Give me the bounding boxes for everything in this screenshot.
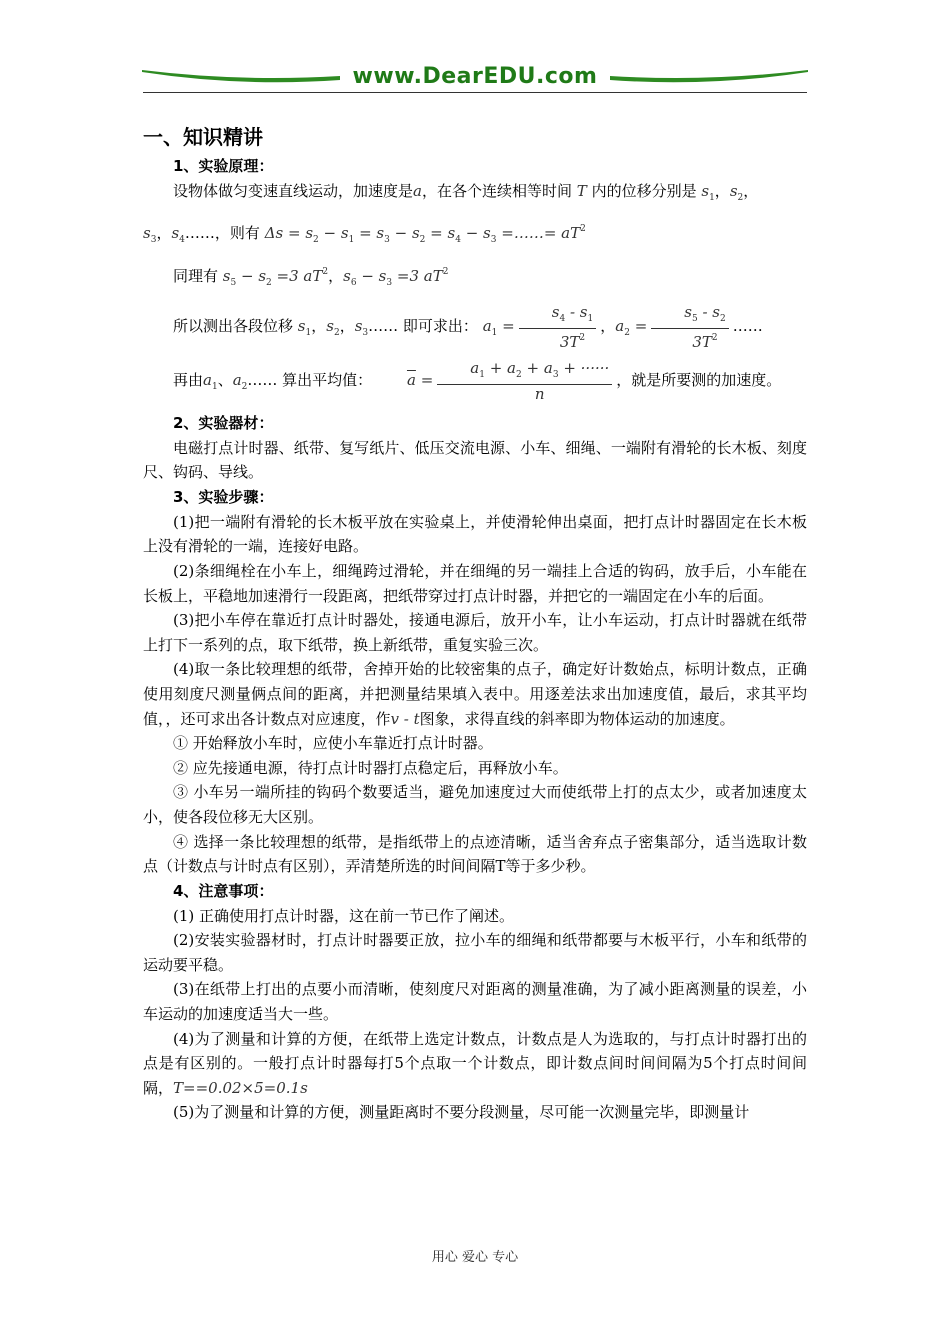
principle-heading: 1、实验原理： xyxy=(173,157,274,175)
principle-line-5: 再由$a_1$、$a_2\dots\dots$ 算出平均值： $\overline{a}$ = $\frac{a_1 + a_2 + a_3 + \cdot\cdot\cdot\cdot\cdot\cdot}{n}$ ，就是所要测的加速度。 xyxy=(173,358,782,403)
step-3: (3)把小车停在靠近打点计时器处，接通电源后，放开小车，让小车运动，打点计时器就在纸带上打下一系列的点，取下纸带，换上新纸带，重复实验三次。 xyxy=(143,611,807,654)
principle-line-1: 设物体做匀变速直线运动，加速度是a，在各个连续相等时间 T 内的位移分别是 $s_1$，$s_2$， xyxy=(173,182,759,203)
note-2: ② 应先接通电源，待打点计时器打点稳定后，再释放小车。 xyxy=(173,758,568,777)
cautions-heading: 4、注意事项： xyxy=(173,881,274,900)
page-footer: 用心 爱心 专心 xyxy=(431,1250,519,1265)
caution-4: (4)为了测量和计算的方便，在纸带上选定计数点，计数点是人为选取的，与打点计时器打出的点是有区别的。一般打点计时器每打5个点取一个计数点，即计数点间时间间隔为5个打点时间间隔，T==0.02×5=0.1s xyxy=(143,1029,807,1097)
site-logo-text: www.DearEDU.com xyxy=(352,64,598,89)
note-1: ① 开始释放小车时，应使小车靠近打点计时器。 xyxy=(173,734,493,753)
step-2: (2)条细绳栓在小车上，细绳跨过滑轮，并在细绳的另一端挂上合适的钩码，放手后，小车能在长板上，平稳地加速滑行一段距离，把纸带穿过打点计时器，并把它的一端固定在小车的后面。 xyxy=(143,561,807,605)
site-banner xyxy=(140,60,810,96)
principle-line-4: 所以测出各段位移 $s_1$，$s_2$，$s_3\dots\dots$ 即可求出： $a_1$ = $\frac{s_4 - s_1}{3T^2}$ ，$a_2$ = $\frac{s_5 - s_2}{3T^2}$ …… xyxy=(173,302,763,351)
principle-line-3: 同理有 $s_5 - s_2 =3$ $aT^2$，$s_6 - s_3 =3$ $aT^2$ xyxy=(173,266,449,288)
step-1: (1)把一端附有滑轮的长木板平放在实验桌上，并使滑轮伸出桌面，把打点计时器固定在长木板上没有滑轮的一端，连接好电路。 xyxy=(143,512,807,556)
equipment-heading: 2、实验器材： xyxy=(173,413,274,432)
principle-line-2: $s_3$，$s_4\dots\dots$，则有 $\Delta s = s_2 - s_1 = s_3 - s_2 = s_4 - s_3$ =……= $aT^2$ xyxy=(143,223,586,245)
steps-heading: 3、实验步骤： xyxy=(173,487,274,506)
header-rule xyxy=(143,92,807,93)
caution-3: (3)在纸带上打出的点要小而清晰，使刻度尺对距离的测量准确，为了减小距离测量的误差，小车运动的加速度适当大一些。 xyxy=(143,980,807,1024)
note-3: ③ 小车另一端所挂的钩码个数要适当，避免加速度过大而使纸带上打的点太少，或者加速度太小，使各段位移无大区别。 xyxy=(143,783,807,826)
formula-a1: $\frac{s_4 - s_1}{3T^2}$ xyxy=(519,303,596,351)
formula-average: $\frac{a_1 + a_2 + a_3 + \cdot\cdot\cdot\cdot\cdot\cdot}{n}$ xyxy=(437,359,612,403)
section-heading: 一、知识精讲 xyxy=(143,125,263,149)
caution-1: (1) 正确使用打点计时器，这在前一节已作了阐述。 xyxy=(173,906,515,925)
equipment-text: 电磁打点计时器、纸带、复写纸片、低压交流电源、小车、细绳、一端附有滑轮的长木板、刻度尺、钩码、导线。 xyxy=(143,438,807,482)
accel-symbol: a xyxy=(413,182,422,200)
caution-5: (5)为了测量和计算的方便，测量距离时不要分段测量，尽可能一次测量完毕，即测量计 xyxy=(173,1103,750,1122)
note-4: ④ 选择一条比较理想的纸带，是指纸带上的点迹清晰，适当舍弃点子密集部分，适当选取计数点（计数点与计时点有区别），弄清楚所选的时间间隔T等于多少秒。 xyxy=(143,832,807,876)
caution-2: (2)安装实验器材时，打点计时器要正放，拉小车的细绳和纸带都要与木板平行，小车和纸带的运动要平稳。 xyxy=(143,931,807,974)
formula-a2: $\frac{s_5 - s_2}{3T^2}$ xyxy=(651,303,728,351)
document-body xyxy=(143,122,807,1125)
step-4: (4)取一条比较理想的纸带，舍掉开始的比较密集的点子，确定好计数始点，标明计数点，正确使用刻度尺测量俩点间的距离，并把测量结果填入表中。用逐差法求出加速度值，最后，求其平均值，，还可求出各计数点对应速度，作v - t图象，求得直线的斜率即为物体运动的加速度。 xyxy=(143,660,807,728)
